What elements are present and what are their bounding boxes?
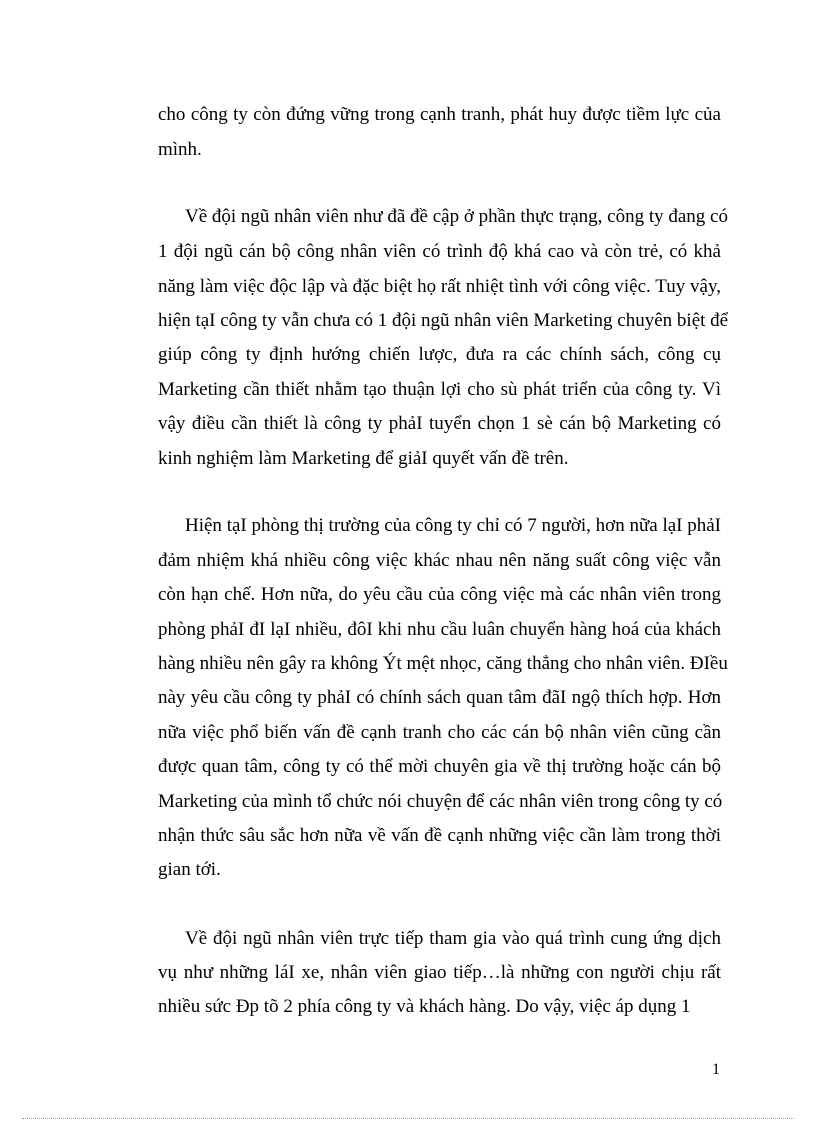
- paragraph-2-line-1: Về đội ngũ nhân viên như đã đề cập ở phần thực trạng, công ty đang có: [185, 206, 728, 227]
- paragraph-3-line-9: Marketing của mình tổ chức nói chuyện để các nhân viên trong công ty có: [158, 791, 723, 812]
- paragraph-3-line-1: Hiện tạI phòng thị trường của công ty chỉ có 7 người, hơn nữa lạI phảI: [185, 515, 721, 536]
- paragraph-3-line-3: còn hạn chế. Hơn nữa, do yêu cầu của công việc mà các nhân viên trong: [158, 584, 721, 605]
- paragraph-4-line-1: Về đội ngũ nhân viên trực tiếp tham gia vào quá trình cung ứng dịch: [185, 928, 721, 949]
- paragraph-3-line-8: được quan tâm, công ty có thể mời chuyên gia về thị trường hoặc cán bộ: [158, 756, 721, 777]
- paragraph-2-line-7: vậy điều cần thiết là công ty phảI tuyển chọn 1 sè cán bộ Marketing có: [158, 413, 721, 434]
- paragraph-2-line-4: hiện tạI công ty vẫn chưa có 1 đội ngũ nhân viên Marketing chuyên biệt để: [158, 310, 729, 331]
- paragraph-4-line-2: vụ như những láI xe, nhân viên giao tiếp…là những con người chịu rất: [158, 962, 721, 983]
- paragraph-2-line-8: kinh nghiệm làm Marketing để giảI quyết vấn đề trên.: [158, 448, 569, 469]
- page-number: 1: [712, 1061, 720, 1078]
- paragraph-2-line-2: 1 đội ngũ cán bộ công nhân viên có trình độ khá cao và còn trẻ, có khả: [158, 241, 721, 262]
- paragraph-3-line-7: nữa việc phổ biến vấn đề cạnh tranh cho các cán bộ nhân viên cũng cần: [158, 722, 721, 743]
- paragraph-2-line-6: Marketing cần thiết nhằm tạo thuận lợi cho sù phát triển của công ty. Vì: [158, 379, 721, 400]
- paragraph-1-line-1: cho công ty còn đứng vững trong cạnh tranh, phát huy được tiềm lực của: [158, 104, 721, 125]
- paragraph-2-line-5: giúp công ty định hướng chiến lược, đưa ra các chính sách, công cụ: [158, 344, 721, 365]
- page-bottom-rule: [22, 1118, 794, 1119]
- paragraph-4-line-3: nhiều sức Ðp tõ 2 phía công ty và khách hàng. Do vậy, việc áp dụng 1: [158, 996, 691, 1017]
- paragraph-3-line-2: đảm nhiệm khá nhiều công việc khác nhau nên năng suất công việc vẫn: [158, 550, 721, 571]
- paragraph-3-line-10: nhận thức sâu sắc hơn nữa về vấn đề cạnh những việc cần làm trong thời: [158, 825, 721, 846]
- paragraph-1-line-2: mình.: [158, 139, 202, 160]
- paragraph-3-line-4: phòng phảI đI lạI nhiều, đôI khi nhu cầu luân chuyển hàng hoá của khách: [158, 619, 721, 640]
- paragraph-2-line-3: năng làm việc độc lập và đặc biệt họ rất nhiệt tình với công việc. Tuy vậy,: [158, 276, 721, 297]
- paragraph-3-line-6: này yêu cầu công ty phảI có chính sách quan tâm đãI ngộ thích hợp. Hơn: [158, 687, 721, 708]
- paragraph-3-line-11: gian tới.: [158, 859, 221, 880]
- paragraph-3-line-5: hàng nhiều nên gây ra không Ýt mệt nhọc, căng thẳng cho nhân viên. ĐIều: [158, 653, 728, 674]
